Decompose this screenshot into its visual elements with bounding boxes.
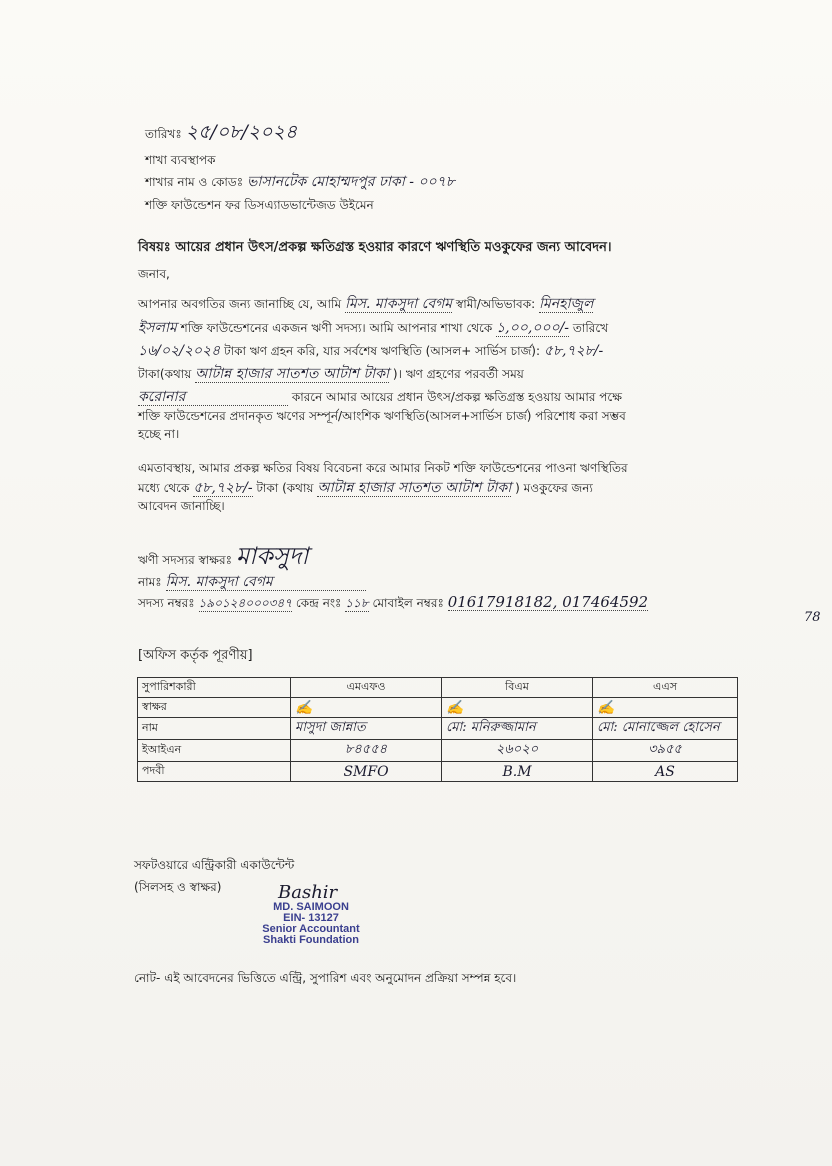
para1-line6: শক্তি ফাউন্ডেশনের প্রদানকৃত ঋণের সম্পূর্ন/আংশিক ঋণস্থিতি(আসল+সার্ভিস চার্জ) পরিশোধ করা সম্ভব	[138, 409, 626, 423]
para2-line2	[138, 480, 593, 497]
mobile-extra-handwritten: 78	[804, 610, 821, 625]
cell-handwritten: ২৬০২০	[442, 740, 593, 762]
signature-cell	[291, 698, 442, 718]
stamp-ein: EIN- 13127	[283, 912, 339, 924]
text: টাকা(কথায়	[138, 367, 192, 381]
balance-words-handwritten: আটান্ন হাজার সাতশত আটাশ টাকা	[195, 366, 390, 382]
header-mfo: এমএফও	[291, 678, 442, 698]
member-sign-label: ঋণী সদস্যর স্বাক্ষরঃ	[138, 553, 232, 567]
para1-line2	[138, 320, 608, 337]
row-label: স্বাক্ষর	[138, 698, 291, 718]
stamp-name: MD. SAIMOON	[273, 901, 349, 913]
member-name-handwritten: মিস. মাকসুদা বেগম	[166, 574, 366, 591]
text: ) মওকুফের জন্য	[515, 481, 593, 495]
cell-handwritten: ৩৯৫৫	[593, 740, 738, 762]
mobile-handwritten: 01617918182, 017464592	[447, 593, 649, 611]
branch-label: শাখার নাম ও কোডঃ	[145, 175, 244, 189]
accountant-stamp	[252, 902, 370, 946]
signature-cell	[593, 698, 738, 718]
cell-handwritten: ৮৪৫৫৪	[291, 740, 442, 762]
office-label: [অফিস কর্তৃক পূরণীয়]	[138, 648, 253, 663]
table-row	[138, 740, 738, 762]
row-label: ইআইএন	[138, 740, 291, 762]
text: তারিখে	[572, 321, 609, 335]
accountant-line2: (সিলসহ ও স্বাক্ষর)	[134, 880, 222, 894]
member-name-label: নামঃ	[138, 575, 162, 589]
signature-scrawl-icon: ✍	[446, 699, 464, 716]
cell-handwritten: B.M	[442, 762, 593, 782]
loan-amount-handwritten: ১,০০,০০০/-	[496, 320, 570, 336]
signature-scrawl-icon: ✍	[597, 699, 615, 716]
guardian-handwritten: মিনহাজুল	[538, 296, 594, 312]
text: আপনার অবগতির জন্য জানাচ্ছি যে, আমি	[138, 297, 342, 311]
row-label: পদবী	[138, 762, 291, 782]
header-bm: বিএম	[442, 678, 593, 698]
header-as: এএস	[593, 678, 738, 698]
para2-line3: আবেদন জানাচ্ছি।	[138, 499, 225, 513]
text: টাকা ঋণ গ্রহন করি, যার সর্বশেষ ঋণস্থিতি (আসল+ সার্ভিস চার্জ):	[224, 344, 541, 358]
office-header-row	[138, 678, 738, 698]
cell-handwritten: মো: মোনাজ্জেল হোসেন	[593, 718, 738, 740]
table-row	[138, 762, 738, 782]
stamp-title: Senior Accountant	[262, 923, 360, 935]
member-id-line	[138, 594, 648, 612]
office-table	[137, 677, 738, 782]
salutation: জনাব,	[138, 267, 170, 281]
cell-handwritten: SMFO	[291, 762, 442, 782]
guardian-surname-handwritten: ইসলাম	[138, 320, 177, 336]
para1-line3	[138, 343, 603, 359]
subject: বিষয়ঃ আয়ের প্রধান উৎস/প্রকল্প ক্ষতিগ্রস্ত হওয়ার কারণে ঋণস্থিতি মওকুফের জন্য আবেদন।	[138, 240, 612, 255]
accountant-signature: Bashir	[278, 882, 338, 903]
date-value: ২৫/০৮/২০২৪	[185, 121, 298, 143]
member-no-label: সদস্য নম্বরঃ	[138, 596, 195, 610]
cell-handwritten: AS	[593, 762, 738, 782]
applicant-name-handwritten: মিস. মাকসুদা বেগম	[344, 296, 453, 312]
member-no-handwritten: ১৯০১২৪০০০৩৪৭	[198, 596, 293, 610]
accountant-line1: সফটওয়ারে এন্ট্রিকারী একাউন্টেন্ট	[134, 858, 295, 872]
center-label: কেন্দ্র নংঃ	[295, 596, 342, 610]
signature-scrawl-icon: ✍	[295, 699, 313, 716]
member-signature: মাকসুদা	[235, 542, 309, 570]
waiver-words-handwritten: আটান্ন হাজার সাতশত আটাশ টাকা	[317, 480, 512, 496]
table-row	[138, 718, 738, 740]
member-sign-line	[138, 542, 309, 570]
text: স্বামী/অভিভাবক:	[455, 297, 536, 311]
waiver-amount-handwritten: ৫৮,৭২৮/-	[193, 480, 253, 496]
date-label: তারিখঃ	[145, 127, 182, 141]
para1-line5	[138, 389, 622, 406]
text: মধ্যে থেকে	[138, 481, 190, 495]
balance-handwritten: ৫৮,৭২৮/-	[543, 343, 604, 359]
loan-date-handwritten: ১৬/০২/২০২৪	[138, 343, 221, 359]
table-row	[138, 698, 738, 718]
date-line	[145, 121, 298, 143]
signature-cell	[442, 698, 593, 718]
center-handwritten: ১১৮	[345, 596, 369, 610]
note: নোট- এই আবেদনের ভিত্তিতে এন্ট্রি, সুপারিশ এবং অনুমোদন প্রক্রিয়া সম্পন্ন হবে।	[134, 971, 517, 985]
row-label: নাম	[138, 718, 291, 740]
reason-handwritten: করোনার	[138, 389, 288, 406]
text: কারনে আমার আয়ের প্রধান উৎস/প্রকল্প ক্ষতিগ্রস্ত হওয়ায় আমার পক্ষে	[291, 390, 622, 404]
branch-line	[145, 174, 455, 190]
header-recommender: সুপারিশকারী	[138, 678, 291, 698]
mobile-label: মোবাইল নম্বরঃ	[372, 596, 444, 610]
member-name-line	[138, 574, 366, 591]
para1-line4	[138, 366, 524, 383]
text: শক্তি ফাউন্ডেশনের একজন ঋণী সদস্য। আমি আপনার শাখা থেকে	[180, 321, 493, 335]
stamp-org: Shakti Foundation	[263, 934, 359, 946]
text: টাকা (কথায়	[256, 481, 314, 495]
para1-line1	[138, 296, 593, 313]
branch-value: ভাসানটেক মোহাম্মদপুর ঢাকা - ০০৭৮	[246, 174, 455, 190]
para2-line1: এমতাবস্থায়, আমার প্রকল্প ক্ষতির বিষয় বিবেচনা করে আমার নিকট শক্তি ফাউন্ডেশনের পাওনা ঋণস্থিতির	[138, 461, 628, 475]
manager-line: শাখা ব্যবস্থাপক	[145, 153, 216, 167]
para1-line7: হচ্ছে না।	[138, 427, 180, 441]
org-line: শক্তি ফাউন্ডেশন ফর ডিসএ্যাডভান্টেজড উইমেন	[145, 198, 374, 212]
text: )। ঋণ গ্রহণের পরবর্তী সময়	[392, 367, 524, 381]
cell-handwritten: মো: মনিরুজ্জামান	[442, 718, 593, 740]
cell-handwritten: মাসুদা জান্নাত	[291, 718, 442, 740]
